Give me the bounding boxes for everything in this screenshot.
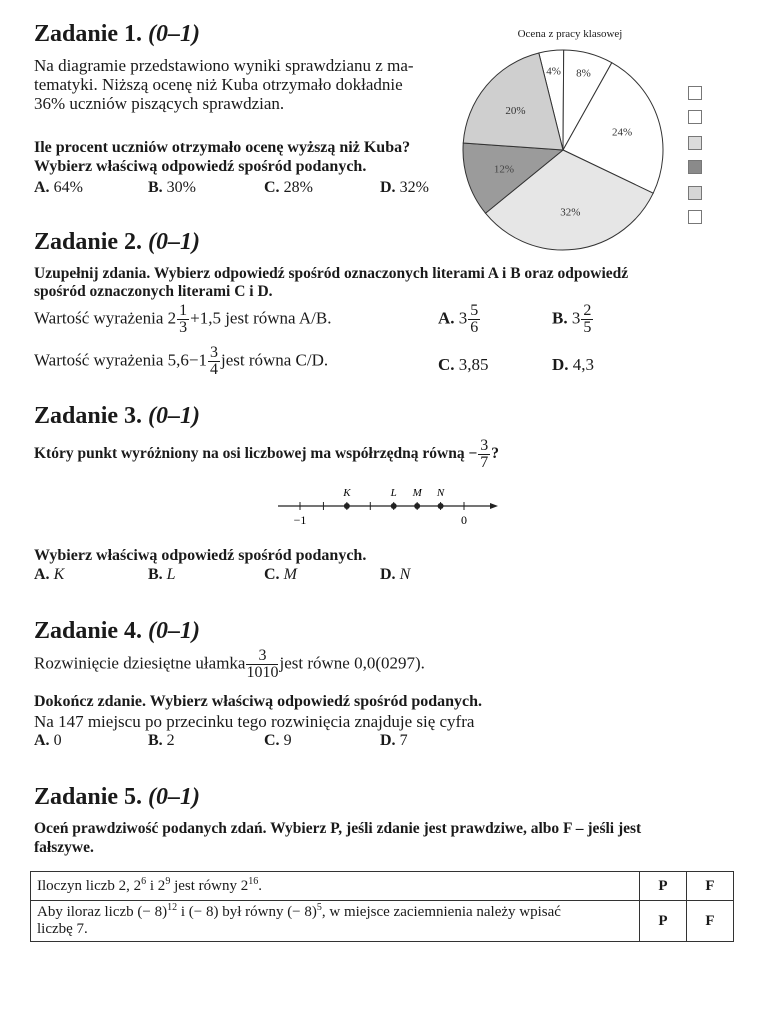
- task4-title: Zadanie 4. (0–1): [34, 618, 201, 644]
- point-label-l: L: [390, 487, 397, 499]
- task2-answer-a[interactable]: A. 3 $\frac{5}{6}$: [438, 302, 479, 336]
- statement-1: Iloczyn liczb 2, $2^6$ i $2^9$ jest równy $2^{16}$.: [31, 872, 640, 901]
- task4-answer-d[interactable]: D. 7: [380, 732, 408, 749]
- chart-title: Ocena z pracy klasowej: [517, 28, 623, 40]
- table-row: [31, 872, 734, 901]
- point-m: [414, 503, 420, 509]
- task3-question: Który punkt wyróżniony na osi liczbowej ma współrzędną równą − $\frac{3}{7}$ ?: [34, 437, 500, 471]
- fraction: $\frac{3}{4}$: [209, 344, 218, 378]
- fraction: $\frac{1}{3}$: [179, 302, 188, 336]
- axis-arrow: [490, 503, 498, 509]
- task2-answer-b[interactable]: B. 3 $\frac{2}{5}$: [552, 302, 592, 336]
- task4-answer-c[interactable]: C. 9: [264, 732, 292, 749]
- point-label-m: M: [412, 487, 422, 499]
- true-false-table: [30, 871, 734, 942]
- task3-answer-b[interactable]: B. L: [148, 566, 176, 583]
- task5-title: Zadanie 5. (0–1): [34, 784, 201, 810]
- point-l: [391, 503, 397, 509]
- task3-answer-c[interactable]: C. M: [264, 566, 297, 583]
- task2-answer-c[interactable]: C. 3,85: [438, 355, 489, 374]
- task4-answer-b[interactable]: B. 2: [148, 732, 175, 749]
- statement-2-true-option[interactable]: P: [640, 901, 687, 942]
- axis-label-minus-one: −1: [293, 513, 307, 527]
- task5-instruction: Oceń prawdziwość podanych zdań. Wybierz P, jeśli zdanie jest prawdziwe, albo F – jeśli jest fałszywe.: [34, 820, 642, 856]
- pie-chart: [440, 42, 680, 262]
- task4-answers: [34, 732, 454, 752]
- axis-label-zero: 0: [461, 513, 467, 527]
- fraction: $\frac{3}{7}$: [480, 437, 489, 471]
- task2-sentence-1: Wartość wyrażenia 2 $\frac{1}{3}$ +1,5 jest równa A/B.: [34, 302, 332, 336]
- legend-swatch-1: [688, 86, 702, 100]
- number-line: [270, 484, 500, 530]
- task1-title: Zadanie 1. (0–1): [34, 21, 201, 47]
- task4-sentence: Na 147 miejscu po przecinku tego rozwinięcia znajduje się cyfra: [34, 712, 475, 731]
- task3-title: Zadanie 3. (0–1): [34, 403, 201, 429]
- task1-answers: [34, 179, 454, 199]
- task1-answer-c[interactable]: C. 28%: [264, 179, 313, 196]
- legend-swatch-5: [688, 186, 702, 200]
- statement-1-true-option[interactable]: P: [640, 872, 687, 901]
- legend-swatch-3: [688, 136, 702, 150]
- legend-swatch-2: [688, 110, 702, 124]
- task4-answer-a[interactable]: A. 0: [34, 732, 62, 749]
- pie-slice-label: 4%: [546, 65, 561, 78]
- task4-text: Rozwinięcie dziesiętne ułamka $\frac{3}{1010}$ jest równe 0,0(0297).: [34, 647, 425, 681]
- task1-answer-b[interactable]: B. 30%: [148, 179, 196, 196]
- task3-answer-d[interactable]: D. N: [380, 566, 411, 583]
- task1-answer-a[interactable]: A. 64%: [34, 179, 83, 196]
- task1-intro: Na diagramie przedstawiono wyniki sprawdzianu z ma- tematyki. Niższą ocenę niż Kuba otrzymało dokładnie 36% uczniów piszących sprawdzian.: [34, 56, 414, 113]
- task3-instruction: Wybierz właściwą odpowiedź spośród podanych.: [34, 547, 367, 564]
- task3-answer-a[interactable]: A. K: [34, 566, 65, 583]
- fraction: $\frac{3}{1010}$: [246, 647, 279, 681]
- task1-answer-d[interactable]: D. 32%: [380, 179, 429, 196]
- task1-question: Ile procent uczniów otrzymało ocenę wyższą niż Kuba? Wybierz właściwą odpowiedź spośród podanych.: [34, 139, 411, 175]
- legend-swatch-4: [688, 160, 702, 174]
- pie-slice-label: 8%: [576, 67, 591, 80]
- legend-swatch-6: [688, 210, 702, 224]
- task2-instruction: Uzupełnij zdania. Wybierz odpowiedź spośród oznaczonych literami A i B oraz odpowiedź spośród oznaczonych literami C i D.: [34, 265, 629, 300]
- pie-slice-label: 24%: [612, 126, 633, 139]
- point-k: [344, 503, 350, 509]
- point-label-n: N: [436, 487, 445, 499]
- task4-instruction: Dokończ zdanie. Wybierz właściwą odpowiedź spośród podanych.: [34, 693, 483, 710]
- task2-title: Zadanie 2. (0–1): [34, 229, 201, 255]
- table-row: [31, 901, 734, 942]
- point-n: [438, 503, 444, 509]
- task3-answers: [34, 566, 454, 586]
- pie-slice-label: 20%: [505, 105, 526, 118]
- statement-1-false-option[interactable]: F: [687, 872, 734, 901]
- statement-2-false-option[interactable]: F: [687, 901, 734, 942]
- point-label-k: K: [343, 487, 351, 499]
- task2-sentence-2: Wartość wyrażenia 5,6−1 $\frac{3}{4}$ jest równa C/D.: [34, 344, 329, 378]
- pie-slice-label: 12%: [493, 163, 514, 176]
- task2-answer-d[interactable]: D. 4,3: [552, 355, 595, 374]
- statement-2: Aby iloraz liczb (− 8)$^{12}$ i (− 8) był równy (− 8)$^5$, w miejsce zaciemnienia należy wpisać liczbę 7.: [31, 901, 640, 942]
- pie-slice-label: 32%: [560, 206, 581, 219]
